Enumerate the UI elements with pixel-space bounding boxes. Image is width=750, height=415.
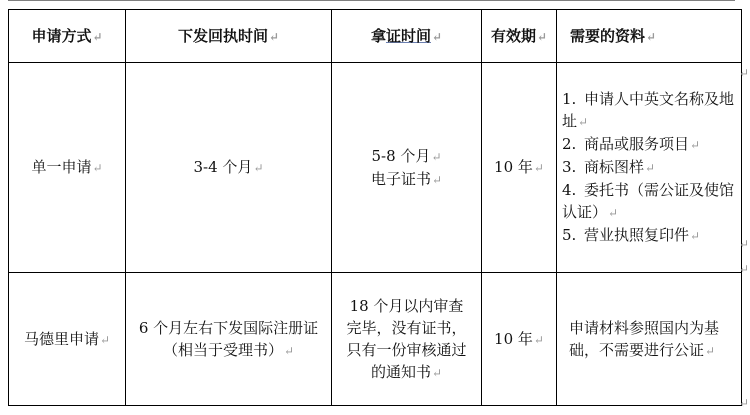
header-cert-time-label-pre: 拿: [370, 26, 386, 45]
header-method: [9, 10, 126, 63]
paragraph-mark-icon: ↵: [92, 29, 103, 44]
header-cert-time: [332, 10, 482, 63]
paragraph-mark-icon: ↵: [268, 29, 280, 44]
paragraph-mark-icon: ↵: [283, 343, 295, 358]
cell-materials: [557, 273, 742, 406]
paragraph-mark-icon: ↵: [690, 138, 701, 152]
paragraph-mark-icon: ↵: [533, 161, 544, 175]
cell-issue-receipt-time: [126, 273, 332, 406]
paragraph-mark-icon: ↵: [645, 161, 656, 175]
list-item: [562, 133, 736, 156]
paragraph-mark-icon: ↵: [536, 29, 548, 44]
list-item-number: 4.: [562, 181, 577, 199]
table-row: [9, 63, 742, 273]
list-item: [562, 224, 736, 247]
cell-method: [9, 273, 126, 406]
list-item: [562, 179, 736, 224]
table-row: [9, 273, 742, 406]
cell-method: [9, 63, 126, 273]
paragraph-mark-icon: ↵: [646, 29, 657, 44]
issue-receipt-time-text: 3-4 个月: [193, 158, 253, 176]
paragraph-mark-icon: ↵: [739, 237, 750, 251]
cell-issue-receipt-time: [126, 63, 332, 273]
paragraph-mark-icon: ↵: [92, 161, 103, 175]
header-cert-time-label-underlined: 证时间: [385, 26, 431, 45]
paragraph-mark-icon: ↵: [431, 172, 443, 187]
issue-receipt-time-text: 6 个月左右下发国际注册证（相当于受理书）: [138, 318, 319, 359]
trademark-application-table: [8, 9, 742, 406]
list-item-text: 商标图样: [584, 158, 645, 176]
cell-cert-time: [332, 273, 482, 406]
header-validity: [482, 10, 557, 63]
cell-validity: [482, 63, 557, 273]
header-issue-receipt-time: [126, 10, 332, 63]
list-item-number: 1.: [562, 90, 577, 108]
header-materials-label: 需要的资料: [570, 26, 646, 45]
paragraph-mark-icon: ↵: [431, 149, 442, 164]
materials-text: 申请材料参照国内为基础，不需要进行公证: [569, 318, 720, 359]
paragraph-mark-icon: ↵: [739, 396, 750, 410]
list-item-number: 3.: [562, 158, 577, 176]
list-item-text: 商品或服务项目: [584, 135, 690, 153]
list-item: [562, 88, 736, 133]
paragraph-mark-icon: ↵: [739, 262, 750, 276]
header-issue-receipt-time-label: 下发回执时间: [177, 26, 268, 45]
header-materials: [557, 10, 742, 63]
paragraph-mark-icon: ↵: [739, 66, 750, 80]
header-method-label: 申请方式: [31, 26, 92, 45]
list-item-text: 委托书（需公证及使馆认证）: [562, 181, 735, 221]
list-item-number: 2.: [562, 135, 577, 153]
header-validity-label: 有效期: [490, 26, 536, 45]
page-top-rule: [8, 0, 735, 1]
list-item-text: 营业执照复印件: [584, 226, 690, 244]
paragraph-mark-icon: ↵: [431, 29, 443, 44]
paragraph-mark-icon: ↵: [690, 229, 701, 243]
paragraph-mark-icon: ↵: [431, 365, 443, 380]
cell-validity: [482, 273, 557, 406]
validity-text: 10 年: [494, 158, 533, 176]
cert-time-text: 18 个月以内审查完毕，没有证书，只有一份审核通过的通知书: [346, 296, 467, 381]
list-item: [562, 156, 736, 179]
cell-cert-time: [332, 63, 482, 273]
header-row: [9, 10, 742, 63]
paragraph-mark-icon: ↵: [578, 115, 589, 129]
paragraph-mark-icon: ↵: [253, 161, 264, 175]
paragraph-mark-icon: ↵: [99, 332, 111, 347]
cert-time-line-1: 5-8 个月: [371, 146, 431, 165]
materials-list: [562, 88, 736, 247]
method-text: 单一申请: [31, 158, 92, 176]
cell-materials: [557, 63, 742, 273]
paragraph-mark-icon: ↵: [705, 343, 716, 358]
list-item-number: 5.: [562, 226, 577, 244]
method-text: 马德里申请: [23, 329, 99, 348]
paragraph-mark-icon: ↵: [608, 206, 619, 220]
cert-time-line-2: 电子证书: [370, 169, 431, 188]
validity-text: 10 年: [494, 329, 533, 348]
paragraph-mark-icon: ↵: [533, 332, 544, 347]
list-item-text: 申请人中英文名称及地址: [562, 90, 735, 130]
